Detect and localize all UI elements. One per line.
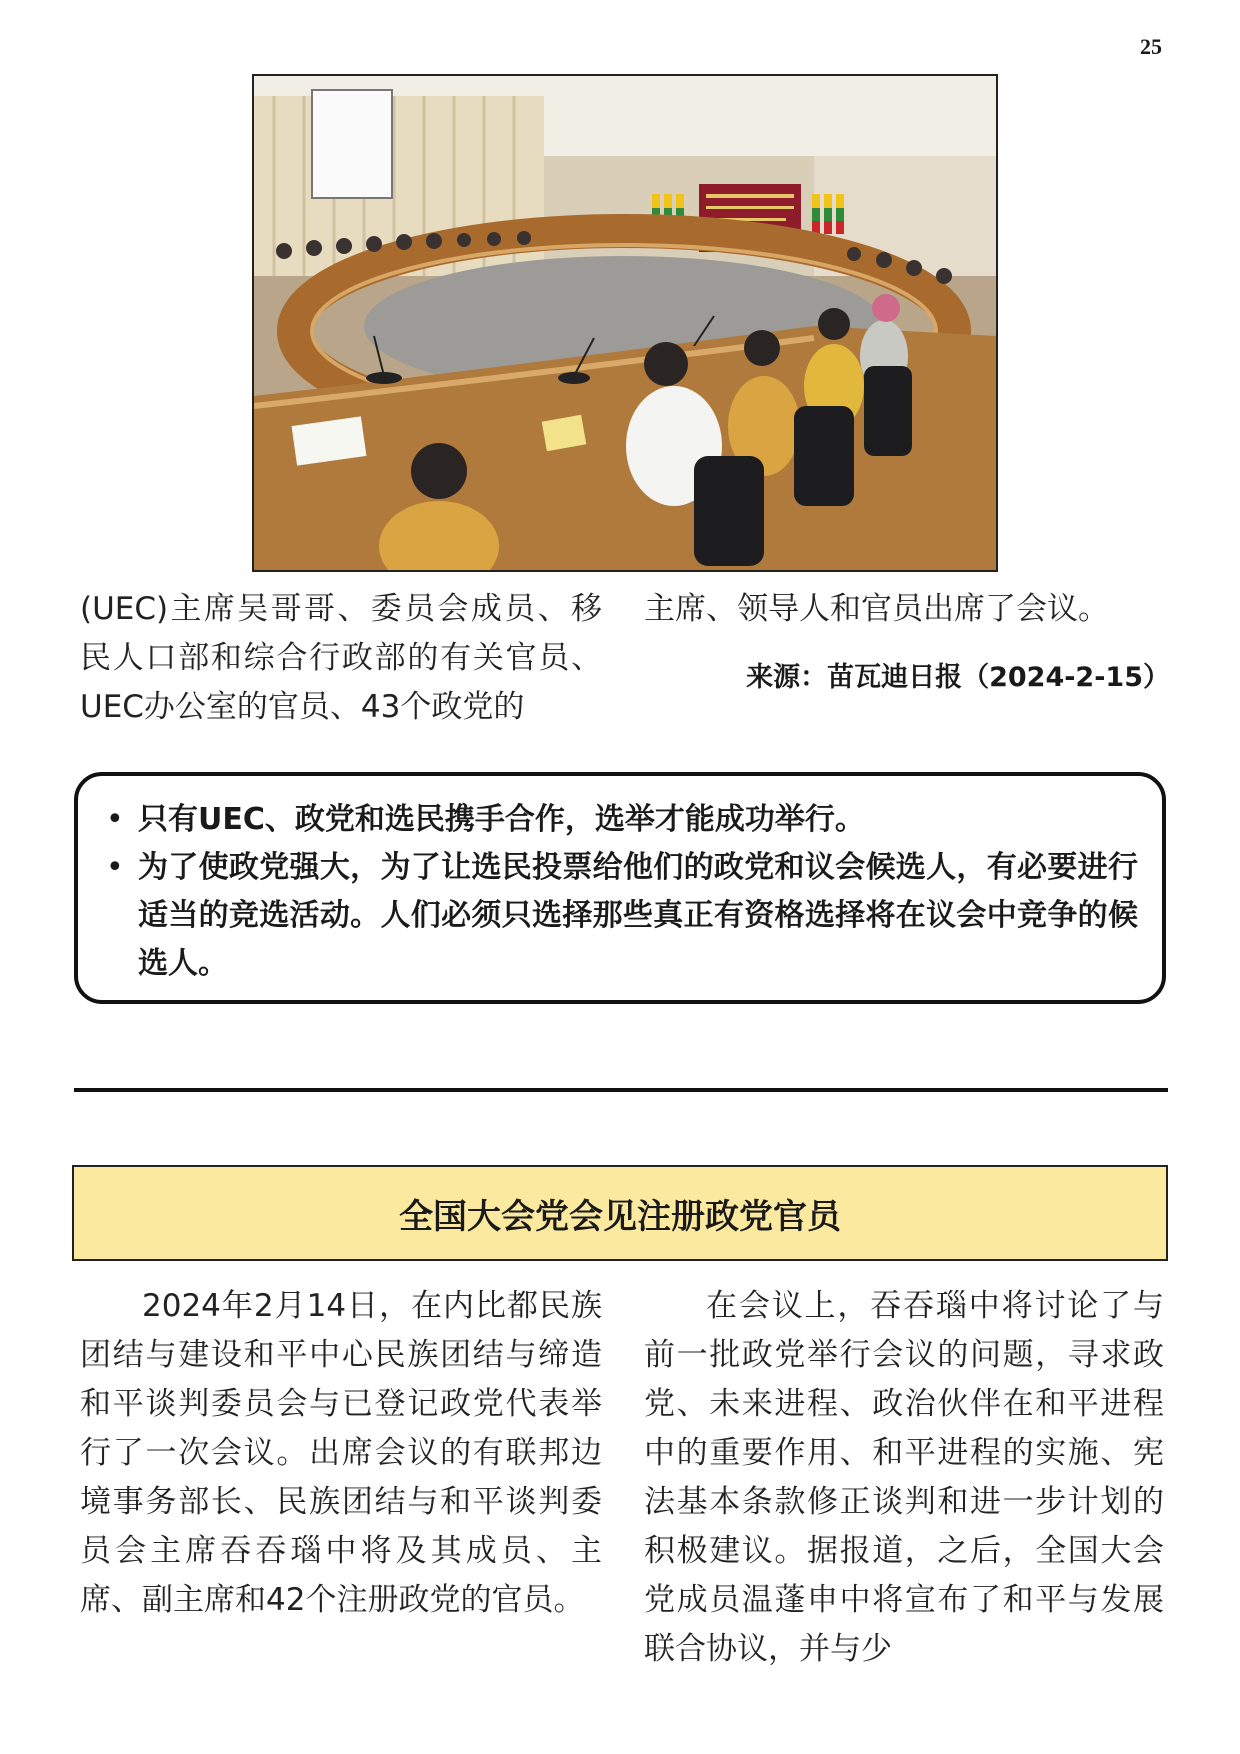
article1-source: 来源：苗瓦迪日报（2024-2-15） xyxy=(746,662,1170,693)
article2-right-text: 在会议上，吞吞瑙中将讨论了与前一批政党举行会议的问题，寻求政党、未来进程、政治伙伴在和平进程中的重要作用、和平进程的实施、宪法基本条款修正谈判和进一步计划的积极建议。据报道，之后，全国大会党成员温蓬申中将宣布了和平与发展联合协议，并与少 xyxy=(644,1288,1164,1667)
article1-left-column xyxy=(80,585,602,732)
article2-left-column xyxy=(80,1282,602,1625)
article1-right-text: 主席、领导人和官员出席了会议。 xyxy=(644,591,1109,627)
article2-right-column xyxy=(644,1282,1164,1674)
article1-left-text: (UEC)主席吴哥哥、委员会成员、移民人口部和综合行政部的有关官员、UEC办公室的官员、43个政党的 xyxy=(80,591,602,725)
section-divider xyxy=(74,1088,1168,1092)
bullet-icon: • xyxy=(106,850,124,885)
article2-left-text: 2024年2月14日，在内比都民族团结与建设和平中心民族团结与缔造和平谈判委员会与已登记政党代表举行了一次会议。出席会议的有联邦边境事务部长、民族团结与和平谈判委员会主席吞吞瑙中将及其成员、主席、副主席和42个注册政党的官员。 xyxy=(80,1288,602,1618)
article2-title: 全国大会党会见注册政党官员 xyxy=(72,1165,1168,1261)
key-point-item xyxy=(98,844,1138,988)
meeting-photo-illustration xyxy=(254,76,996,570)
meeting-photo xyxy=(252,74,998,572)
key-points-callout xyxy=(74,772,1166,1004)
key-points-list xyxy=(98,796,1138,988)
article1-right-column xyxy=(644,585,1164,634)
key-point-item xyxy=(98,796,1138,844)
key-point-text: 为了使政党强大，为了让选民投票给他们的政党和议会候选人，有必要进行适当的竞选活动。人们必须只选择那些真正有资格选择将在议会中竞争的候选人。 xyxy=(138,850,1138,981)
page-number: 25 xyxy=(1140,34,1162,59)
bullet-icon: • xyxy=(106,802,124,837)
key-point-text: 只有UEC、政党和选民携手合作，选举才能成功举行。 xyxy=(138,802,865,837)
